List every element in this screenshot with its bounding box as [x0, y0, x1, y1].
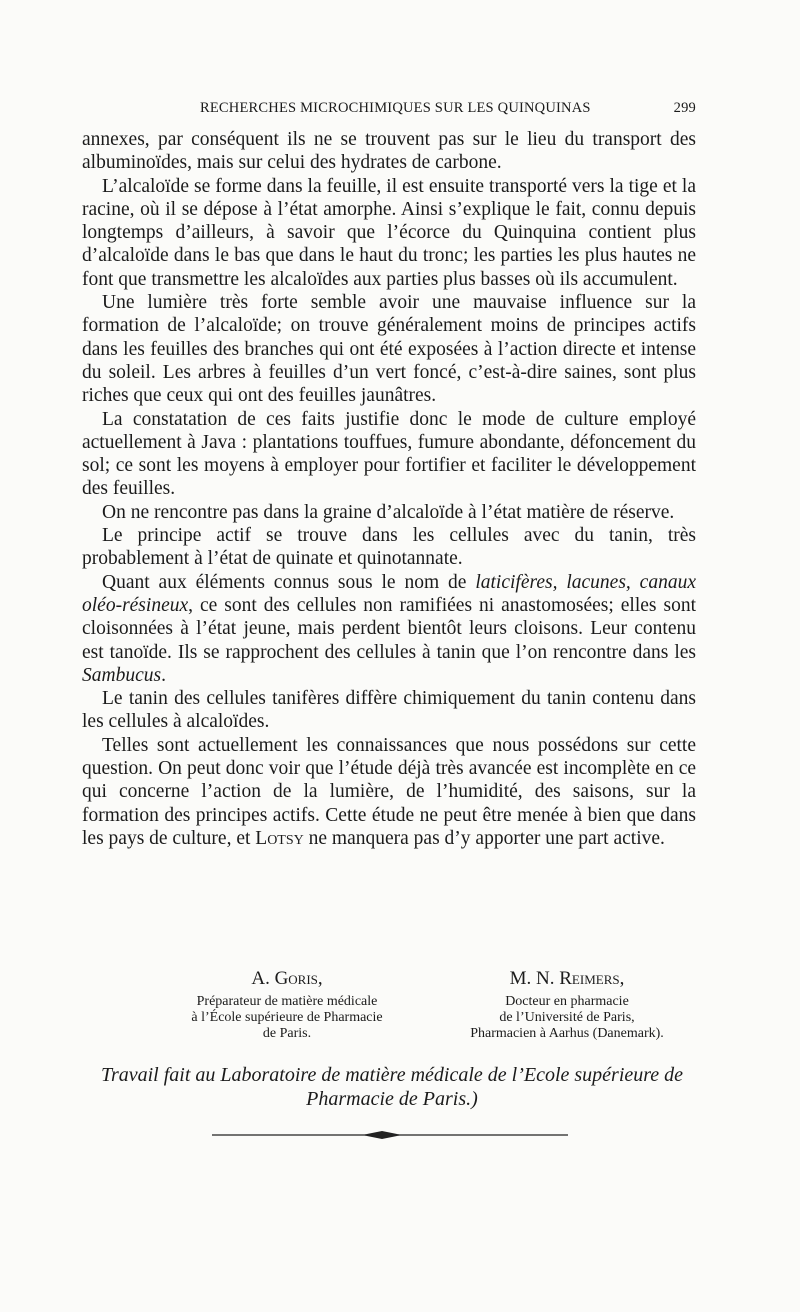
- laboratory-credit: Travail fait au Laboratoire de matière médicale de l’Ecole supérieure de Pharmacie de Paris.): [100, 1064, 684, 1110]
- page-number: 299: [673, 100, 696, 116]
- text-run: On ne rencontre pas dans la graine d’alcaloïde à l’état matière de réserve.: [102, 501, 675, 523]
- paragraph: [82, 175, 696, 291]
- italic-text: laticifères, lacunes, canaux oléo-résineux: [82, 571, 696, 616]
- end-rule-ornament: [212, 1128, 572, 1142]
- text-run: L’alcaloïde se forme dans la feuille, il est ensuite transporté vers la tige et la racine, où il se dépose à l’état amorphe. Ainsi s’explique le fait, connu depuis longtemps d’ailleurs, à savoir que l’écorce du Quinquina contient plus d’alcaloïde dans le bas que dans le haut du tronc; les parties les plus hautes ne font que transmettre les alcaloïdes aux parties plus basses où ils accumulent.: [82, 175, 696, 290]
- author-affiliation-line: Docteur en pharmacie: [505, 994, 629, 1009]
- paragraph: [82, 408, 696, 501]
- author-affiliation-line: à l’École supérieure de Pharmacie: [191, 1010, 383, 1025]
- author-name: A. Goris,: [251, 968, 323, 989]
- paragraph: [82, 734, 696, 850]
- author-name: M. N. Reimers,: [509, 968, 625, 989]
- italic-text: Sambucus: [82, 664, 162, 686]
- signature-reimers: [434, 968, 700, 1042]
- paragraph: [82, 524, 696, 571]
- text-run: Le principe actif se trouve dans les cellules avec du tanin, très probablement à l’état de quinate et quinotannate.: [82, 525, 696, 570]
- text-run: annexes, par conséquent ils ne se trouvent pas sur le lieu du transport des albuminoïdes, mais sur celui des hydrates de carbone.: [82, 129, 696, 174]
- author-affiliation-line: de l’Université de Paris,: [499, 1010, 635, 1025]
- signature-goris: [152, 968, 422, 1042]
- paragraph: [82, 571, 696, 687]
- text-run: Telles sont actuellement les connaissances que nous possédons sur cette question. On peut donc voir que l’étude déjà très avancée est incomplète en ce qui concerne l’action de la lumière, de l’humidité, des saisons, sur la formation des principes actifs. Cette étude ne peut être menée à bien que dans les pays de culture, et: [82, 734, 696, 849]
- author-affiliation-line: de Paris.: [262, 1026, 312, 1041]
- running-title: RECHERCHES MICROCHIMIQUES SUR LES QUINQUINAS: [200, 100, 591, 116]
- text-run: ne manquera pas d’y apporter une part active.: [303, 827, 665, 849]
- text-run: La constatation de ces faits justifie donc le mode de culture employé actuellement à Java : plantations touffues, fumure abondante, défoncement du sol; ce sont les moyens à employer pour fortifier et faciliter le développement des feuilles.: [82, 408, 696, 500]
- small-caps-name: Lotsy: [255, 827, 304, 849]
- text-run: Le tanin des cellules tanifères diffère chimiquement du tanin contenu dans les cellules à alcaloïdes.: [82, 688, 696, 733]
- text-run: .: [161, 664, 166, 686]
- text-run: Quant aux éléments connus sous le nom de: [102, 571, 476, 593]
- paragraph: [82, 291, 696, 407]
- paragraph: [82, 501, 696, 524]
- text-run: Une lumière très forte semble avoir une mauvaise influence sur la formation de l’alcaloïde; on trouve généralement moins de principes actifs dans les feuilles des branches qui ont été exposées à l’action directe et intense du soleil. Les arbres à feuilles d’un vert foncé, c’est-à-dire saines, sont plus riches que ceux qui ont des feuilles jaunâtres.: [82, 292, 696, 407]
- paragraph: [82, 128, 696, 175]
- body-text: [82, 128, 696, 850]
- author-affiliation-line: Pharmacien à Aarhus (Danemark).: [470, 1026, 664, 1041]
- author-affiliation-line: Préparateur de matière médicale: [196, 994, 378, 1009]
- text-run: , ce sont des cellules non ramifiées ni anastomosées; elles sont cloisonnées à l’état jeune, mais perdent bientôt leurs cloisons. Leur contenu est tanoïde. Ils se rapprochent des cellules à tanin que l’on rencontre dans les: [82, 594, 696, 663]
- paragraph: [82, 687, 696, 734]
